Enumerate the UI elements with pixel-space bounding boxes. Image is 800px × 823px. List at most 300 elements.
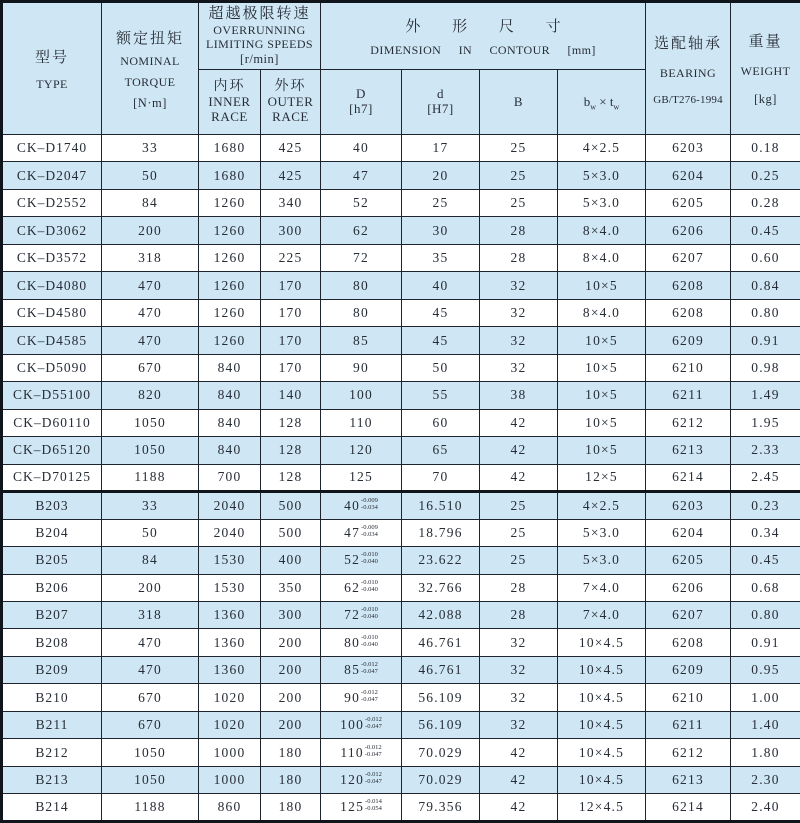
cell-keyway: 8×4.0 [558, 244, 646, 271]
cell-keyway: 5×3.0 [558, 547, 646, 574]
cell-dim-D: 100 -0.012 -0.047 [321, 711, 402, 738]
cell-dim-B: 42 [480, 464, 558, 491]
table-row [2, 162, 800, 189]
cell-dim-D: 52 -0.010 -0.040 [321, 547, 402, 574]
torque-header-en2: TORQUE [124, 74, 176, 89]
cell-dim-B: 25 [480, 519, 558, 546]
cell-type: B210 [2, 684, 102, 711]
cell-outer-race: 180 [261, 739, 321, 766]
cell-torque: 820 [102, 382, 199, 409]
dim-B-symbol: B [513, 94, 524, 109]
cell-dim-d: 70.029 [402, 739, 480, 766]
table-row [2, 492, 800, 519]
cell-bearing: 6204 [646, 519, 731, 546]
cell-type: CK–D2552 [2, 189, 102, 216]
cell-inner-race: 1020 [199, 711, 261, 738]
cell-inner-race: 1530 [199, 574, 261, 601]
col-header-bearing [646, 2, 731, 135]
cell-dim-B: 42 [480, 437, 558, 464]
cell-torque: 1188 [102, 794, 199, 822]
cell-dim-B: 32 [480, 629, 558, 656]
cell-weight: 1.49 [731, 382, 800, 409]
cell-bearing: 6214 [646, 794, 731, 822]
cell-bearing: 6211 [646, 382, 731, 409]
cell-torque: 470 [102, 299, 199, 326]
col-header-inner-race [199, 70, 261, 135]
table-row [2, 437, 800, 464]
table-row [2, 217, 800, 244]
cell-keyway: 10×5 [558, 272, 646, 299]
weight-header-en: WEIGHT [740, 64, 791, 78]
speeds-header-unit: [r/min] [240, 51, 279, 66]
cell-dim-d: 46.761 [402, 656, 480, 683]
cell-weight: 0.23 [731, 492, 800, 519]
cell-bearing: 6208 [646, 272, 731, 299]
table-row [2, 601, 800, 628]
cell-weight: 1.80 [731, 739, 800, 766]
cell-type: B211 [2, 711, 102, 738]
cell-dim-D: 80 -0.010 -0.040 [321, 629, 402, 656]
cell-weight: 0.80 [731, 601, 800, 628]
table-row [2, 354, 800, 381]
cell-weight: 0.18 [731, 135, 800, 162]
speeds-header-en1: OVERRUNNING [213, 23, 306, 38]
table-row [2, 327, 800, 354]
cell-bearing: 6207 [646, 244, 731, 271]
cell-bearing: 6210 [646, 684, 731, 711]
cell-outer-race: 170 [261, 299, 321, 326]
cell-inner-race: 1000 [199, 739, 261, 766]
cell-weight: 0.34 [731, 519, 800, 546]
cell-type: B208 [2, 629, 102, 656]
cell-dim-d: 30 [402, 217, 480, 244]
cell-outer-race: 128 [261, 437, 321, 464]
cell-inner-race: 2040 [199, 492, 261, 519]
cell-weight: 0.84 [731, 272, 800, 299]
cell-outer-race: 200 [261, 711, 321, 738]
cell-dim-D: 120 -0.012 -0.047 [321, 766, 402, 793]
cell-type: B207 [2, 601, 102, 628]
col-header-keyway [558, 70, 646, 135]
table-row [2, 684, 800, 711]
cell-dim-d: 25 [402, 189, 480, 216]
cell-torque: 318 [102, 601, 199, 628]
table-row [2, 794, 800, 822]
cell-bearing: 6203 [646, 492, 731, 519]
cell-keyway: 5×3.0 [558, 189, 646, 216]
keyway-symbol: $b_w \times t_w$ [583, 93, 620, 112]
cell-dim-B: 25 [480, 547, 558, 574]
cell-keyway: 10×5 [558, 327, 646, 354]
cell-outer-race: 225 [261, 244, 321, 271]
cell-keyway: 10×5 [558, 437, 646, 464]
cell-torque: 670 [102, 711, 199, 738]
col-header-torque [102, 2, 199, 135]
outer-race-en1: OUTER [267, 94, 314, 110]
col-header-dim-d [402, 70, 480, 135]
cell-outer-race: 350 [261, 574, 321, 601]
cell-dim-B: 32 [480, 272, 558, 299]
cell-outer-race: 170 [261, 272, 321, 299]
cell-type: CK–D55100 [2, 382, 102, 409]
cell-torque: 670 [102, 354, 199, 381]
cell-torque: 470 [102, 327, 199, 354]
cell-inner-race: 1530 [199, 547, 261, 574]
cell-bearing: 6208 [646, 299, 731, 326]
outer-race-en2: RACE [272, 109, 309, 125]
cell-dim-d: 56.109 [402, 711, 480, 738]
cell-weight: 0.45 [731, 547, 800, 574]
dim-D-symbol: D [356, 86, 366, 102]
cell-torque: 50 [102, 519, 199, 546]
cell-type: CK–D4080 [2, 272, 102, 299]
cell-keyway: 4×2.5 [558, 492, 646, 519]
tolerance-stack: -0.010 -0.040 [361, 633, 378, 648]
speeds-header-en2: LIMITING SPEEDS [206, 37, 313, 52]
cell-inner-race: 1260 [199, 327, 261, 354]
cell-torque: 33 [102, 135, 199, 162]
cell-keyway: 10×5 [558, 354, 646, 381]
cell-keyway: 8×4.0 [558, 299, 646, 326]
tolerance-stack: -0.012 -0.047 [364, 743, 382, 758]
cell-dim-D: 110 [321, 409, 402, 436]
cell-dim-B: 25 [480, 492, 558, 519]
cell-torque: 470 [102, 272, 199, 299]
cell-dim-D: 62 [321, 217, 402, 244]
table-header [2, 2, 800, 135]
cell-bearing: 6208 [646, 629, 731, 656]
cell-dim-B: 28 [480, 217, 558, 244]
cell-dim-D: 85 [321, 327, 402, 354]
dim-d-tolerance-class: [H7] [427, 101, 454, 116]
cell-dim-B: 32 [480, 327, 558, 354]
cell-outer-race: 200 [261, 629, 321, 656]
group-header-dimension [321, 2, 646, 70]
cell-keyway: 5×3.0 [558, 162, 646, 189]
col-header-type [2, 2, 102, 135]
cell-inner-race: 1020 [199, 684, 261, 711]
table-row [2, 629, 800, 656]
cell-dim-D: 40 -0.009 -0.034 [321, 492, 402, 519]
cell-type: CK–D3572 [2, 244, 102, 271]
dimension-header-zh: 外 形 尺 寸 [405, 18, 575, 35]
cell-keyway: 10×4.5 [558, 766, 646, 793]
cell-dim-d: 55 [402, 382, 480, 409]
cell-inner-race: 840 [199, 354, 261, 381]
table-row [2, 244, 800, 271]
cell-dim-d: 46.761 [402, 629, 480, 656]
cell-type: B203 [2, 492, 102, 519]
cell-bearing: 6207 [646, 601, 731, 628]
table-row [2, 135, 800, 162]
cell-bearing: 6212 [646, 409, 731, 436]
cell-type: CK–D4580 [2, 299, 102, 326]
cell-inner-race: 1360 [199, 656, 261, 683]
cell-dim-d: 56.109 [402, 684, 480, 711]
cell-outer-race: 128 [261, 409, 321, 436]
cell-bearing: 6206 [646, 574, 731, 601]
cell-dim-D: 62 -0.010 -0.040 [321, 574, 402, 601]
cell-weight: 0.60 [731, 244, 800, 271]
cell-outer-race: 425 [261, 135, 321, 162]
cell-torque: 1188 [102, 464, 199, 491]
cell-dim-d: 65 [402, 437, 480, 464]
cell-dim-B: 32 [480, 299, 558, 326]
cell-dim-B: 28 [480, 574, 558, 601]
cell-dim-B: 42 [480, 409, 558, 436]
cell-dim-D: 72 -0.010 -0.040 [321, 601, 402, 628]
cell-dim-d: 60 [402, 409, 480, 436]
cell-keyway: 8×4.0 [558, 217, 646, 244]
cell-type: CK–D2047 [2, 162, 102, 189]
cell-bearing: 6205 [646, 189, 731, 216]
cell-weight: 1.40 [731, 711, 800, 738]
bearing-header-en: BEARING [659, 65, 717, 80]
cell-weight: 1.00 [731, 684, 800, 711]
cell-keyway: 10×5 [558, 409, 646, 436]
cell-dim-d: 23.622 [402, 547, 480, 574]
cell-dim-D: 85 -0.012 -0.047 [321, 656, 402, 683]
cell-torque: 1050 [102, 766, 199, 793]
cell-dim-B: 25 [480, 162, 558, 189]
table-row [2, 766, 800, 793]
cell-outer-race: 340 [261, 189, 321, 216]
cell-outer-race: 170 [261, 354, 321, 381]
cell-dim-B: 25 [480, 135, 558, 162]
cell-inner-race: 840 [199, 382, 261, 409]
tolerance-stack: -0.012 -0.047 [365, 771, 382, 786]
cell-torque: 1050 [102, 409, 199, 436]
outer-race-zh: 外环 [274, 78, 307, 94]
spec-table-body [2, 135, 800, 822]
table-row [2, 519, 800, 546]
cell-inner-race: 1260 [199, 299, 261, 326]
cell-type: CK–D1740 [2, 135, 102, 162]
col-header-dim-D [321, 70, 402, 135]
tolerance-stack: -0.014 -0.054 [365, 798, 382, 813]
cell-bearing: 6205 [646, 547, 731, 574]
table-row [2, 656, 800, 683]
torque-header-unit: [N·m] [133, 95, 167, 110]
cell-weight: 0.45 [731, 217, 800, 244]
dim-D-tolerance-class: [h7] [349, 101, 373, 116]
cell-weight: 0.68 [731, 574, 800, 601]
cell-inner-race: 700 [199, 464, 261, 491]
cell-keyway: 10×4.5 [558, 629, 646, 656]
cell-type: CK–D60110 [2, 409, 102, 436]
cell-dim-d: 79.356 [402, 794, 480, 822]
cell-dim-D: 125 -0.014 -0.054 [321, 794, 402, 822]
cell-torque: 200 [102, 217, 199, 244]
cell-outer-race: 140 [261, 382, 321, 409]
cell-keyway: 5×3.0 [558, 519, 646, 546]
cell-bearing: 6211 [646, 711, 731, 738]
type-header-en: TYPE [36, 76, 68, 91]
cell-weight: 1.95 [731, 409, 800, 436]
cell-type: CK–D4585 [2, 327, 102, 354]
cell-type: CK–D65120 [2, 437, 102, 464]
cell-bearing: 6204 [646, 162, 731, 189]
cell-type: B209 [2, 656, 102, 683]
cell-keyway: 7×4.0 [558, 574, 646, 601]
cell-dim-d: 42.088 [402, 601, 480, 628]
col-header-weight [731, 2, 800, 135]
cell-dim-d: 32.766 [402, 574, 480, 601]
cell-inner-race: 2040 [199, 519, 261, 546]
tolerance-stack: -0.012 -0.047 [361, 661, 378, 676]
cell-weight: 0.95 [731, 656, 800, 683]
cell-dim-B: 32 [480, 354, 558, 381]
cell-outer-race: 200 [261, 684, 321, 711]
weight-header-zh: 重量 [748, 34, 783, 50]
type-header-zh: 型号 [34, 49, 69, 66]
cell-dim-B: 42 [480, 739, 558, 766]
cell-torque: 84 [102, 189, 199, 216]
col-header-outer-race [261, 70, 321, 135]
inner-race-zh: 内环 [213, 78, 246, 94]
cell-keyway: 7×4.0 [558, 601, 646, 628]
cell-dim-d: 35 [402, 244, 480, 271]
cell-outer-race: 300 [261, 217, 321, 244]
cell-dim-d: 18.796 [402, 519, 480, 546]
tolerance-stack: -0.010 -0.040 [361, 606, 378, 621]
cell-dim-D: 72 [321, 244, 402, 271]
weight-header-unit: [kg] [754, 92, 777, 106]
cell-dim-D: 80 [321, 272, 402, 299]
cell-bearing: 6213 [646, 437, 731, 464]
cell-inner-race: 1260 [199, 244, 261, 271]
cell-outer-race: 128 [261, 464, 321, 491]
cell-keyway: 12×5 [558, 464, 646, 491]
speeds-header-zh: 超越极限转速 [208, 5, 311, 22]
cell-weight: 0.25 [731, 162, 800, 189]
dim-d-symbol: d [437, 86, 444, 102]
cell-dim-B: 28 [480, 244, 558, 271]
cell-torque: 318 [102, 244, 199, 271]
tolerance-stack: -0.009 -0.034 [361, 497, 378, 511]
cell-dim-d: 45 [402, 299, 480, 326]
inner-race-en1: INNER [208, 94, 251, 110]
cell-keyway: 10×4.5 [558, 739, 646, 766]
torque-header-zh: 额定扭矩 [115, 30, 184, 47]
cell-bearing: 6210 [646, 354, 731, 381]
cell-dim-D: 110 -0.012 -0.047 [321, 739, 402, 766]
inner-race-en2: RACE [211, 109, 248, 125]
cell-torque: 84 [102, 547, 199, 574]
cell-weight: 2.33 [731, 437, 800, 464]
cell-weight: 0.91 [731, 629, 800, 656]
cell-dim-d: 40 [402, 272, 480, 299]
cell-torque: 50 [102, 162, 199, 189]
cell-keyway: 10×5 [558, 382, 646, 409]
cell-dim-d: 50 [402, 354, 480, 381]
cell-weight: 0.91 [731, 327, 800, 354]
tolerance-stack: -0.010 -0.040 [361, 551, 378, 566]
cell-dim-d: 20 [402, 162, 480, 189]
group-header-speeds [199, 2, 321, 70]
cell-type: B212 [2, 739, 102, 766]
cell-dim-D: 90 [321, 354, 402, 381]
table-row [2, 547, 800, 574]
cell-keyway: 10×4.5 [558, 711, 646, 738]
cell-type: B214 [2, 794, 102, 822]
table-row [2, 574, 800, 601]
cell-dim-D: 40 [321, 135, 402, 162]
tolerance-stack: -0.012 -0.047 [365, 716, 382, 731]
cell-keyway: 10×4.5 [558, 656, 646, 683]
cell-outer-race: 200 [261, 656, 321, 683]
cell-keyway: 12×4.5 [558, 794, 646, 822]
cell-type: CK–D70125 [2, 464, 102, 491]
cell-dim-d: 16.510 [402, 492, 480, 519]
tolerance-stack: -0.010 -0.040 [361, 578, 378, 593]
table-row [2, 272, 800, 299]
cell-torque: 33 [102, 492, 199, 519]
cell-weight: 0.28 [731, 189, 800, 216]
cell-type: B213 [2, 766, 102, 793]
cell-weight: 0.80 [731, 299, 800, 326]
cell-type: B206 [2, 574, 102, 601]
cell-torque: 470 [102, 629, 199, 656]
cell-type: CK–D3062 [2, 217, 102, 244]
cell-dim-D: 52 [321, 189, 402, 216]
cell-dim-D: 47 -0.009 -0.034 [321, 519, 402, 546]
cell-weight: 2.30 [731, 766, 800, 793]
cell-inner-race: 1680 [199, 162, 261, 189]
table-row [2, 711, 800, 738]
cell-inner-race: 1260 [199, 272, 261, 299]
cell-torque: 1050 [102, 739, 199, 766]
cell-type: B204 [2, 519, 102, 546]
tolerance-stack: -0.012 -0.047 [361, 688, 378, 703]
cell-dim-D: 90 -0.012 -0.047 [321, 684, 402, 711]
cell-dim-B: 28 [480, 601, 558, 628]
cell-inner-race: 840 [199, 409, 261, 436]
cell-dim-B: 32 [480, 656, 558, 683]
cell-inner-race: 860 [199, 794, 261, 822]
cell-inner-race: 1000 [199, 766, 261, 793]
col-header-dim-B [480, 70, 558, 135]
cell-torque: 200 [102, 574, 199, 601]
cell-torque: 670 [102, 684, 199, 711]
cell-dim-d: 70.029 [402, 766, 480, 793]
cell-dim-D: 120 [321, 437, 402, 464]
cell-inner-race: 1260 [199, 189, 261, 216]
table-row [2, 464, 800, 491]
cell-dim-D: 47 [321, 162, 402, 189]
cell-weight: 2.40 [731, 794, 800, 822]
cell-weight: 2.45 [731, 464, 800, 491]
tolerance-stack: -0.009 -0.034 [361, 523, 378, 538]
cell-outer-race: 425 [261, 162, 321, 189]
cell-bearing: 6209 [646, 656, 731, 683]
torque-header-en1: NOMINAL [120, 53, 180, 68]
cell-bearing: 6213 [646, 766, 731, 793]
cell-dim-B: 42 [480, 794, 558, 822]
cell-outer-race: 500 [261, 492, 321, 519]
cell-dim-D: 125 [321, 464, 402, 491]
table-row [2, 409, 800, 436]
cell-inner-race: 1260 [199, 217, 261, 244]
cell-inner-race: 1680 [199, 135, 261, 162]
cell-dim-B: 25 [480, 189, 558, 216]
cell-outer-race: 170 [261, 327, 321, 354]
cell-keyway: 10×4.5 [558, 684, 646, 711]
dimension-header-en: DIMENSION IN CONTOUR [mm] [370, 42, 596, 57]
table-row [2, 739, 800, 766]
cell-outer-race: 180 [261, 794, 321, 822]
cell-weight: 0.98 [731, 354, 800, 381]
